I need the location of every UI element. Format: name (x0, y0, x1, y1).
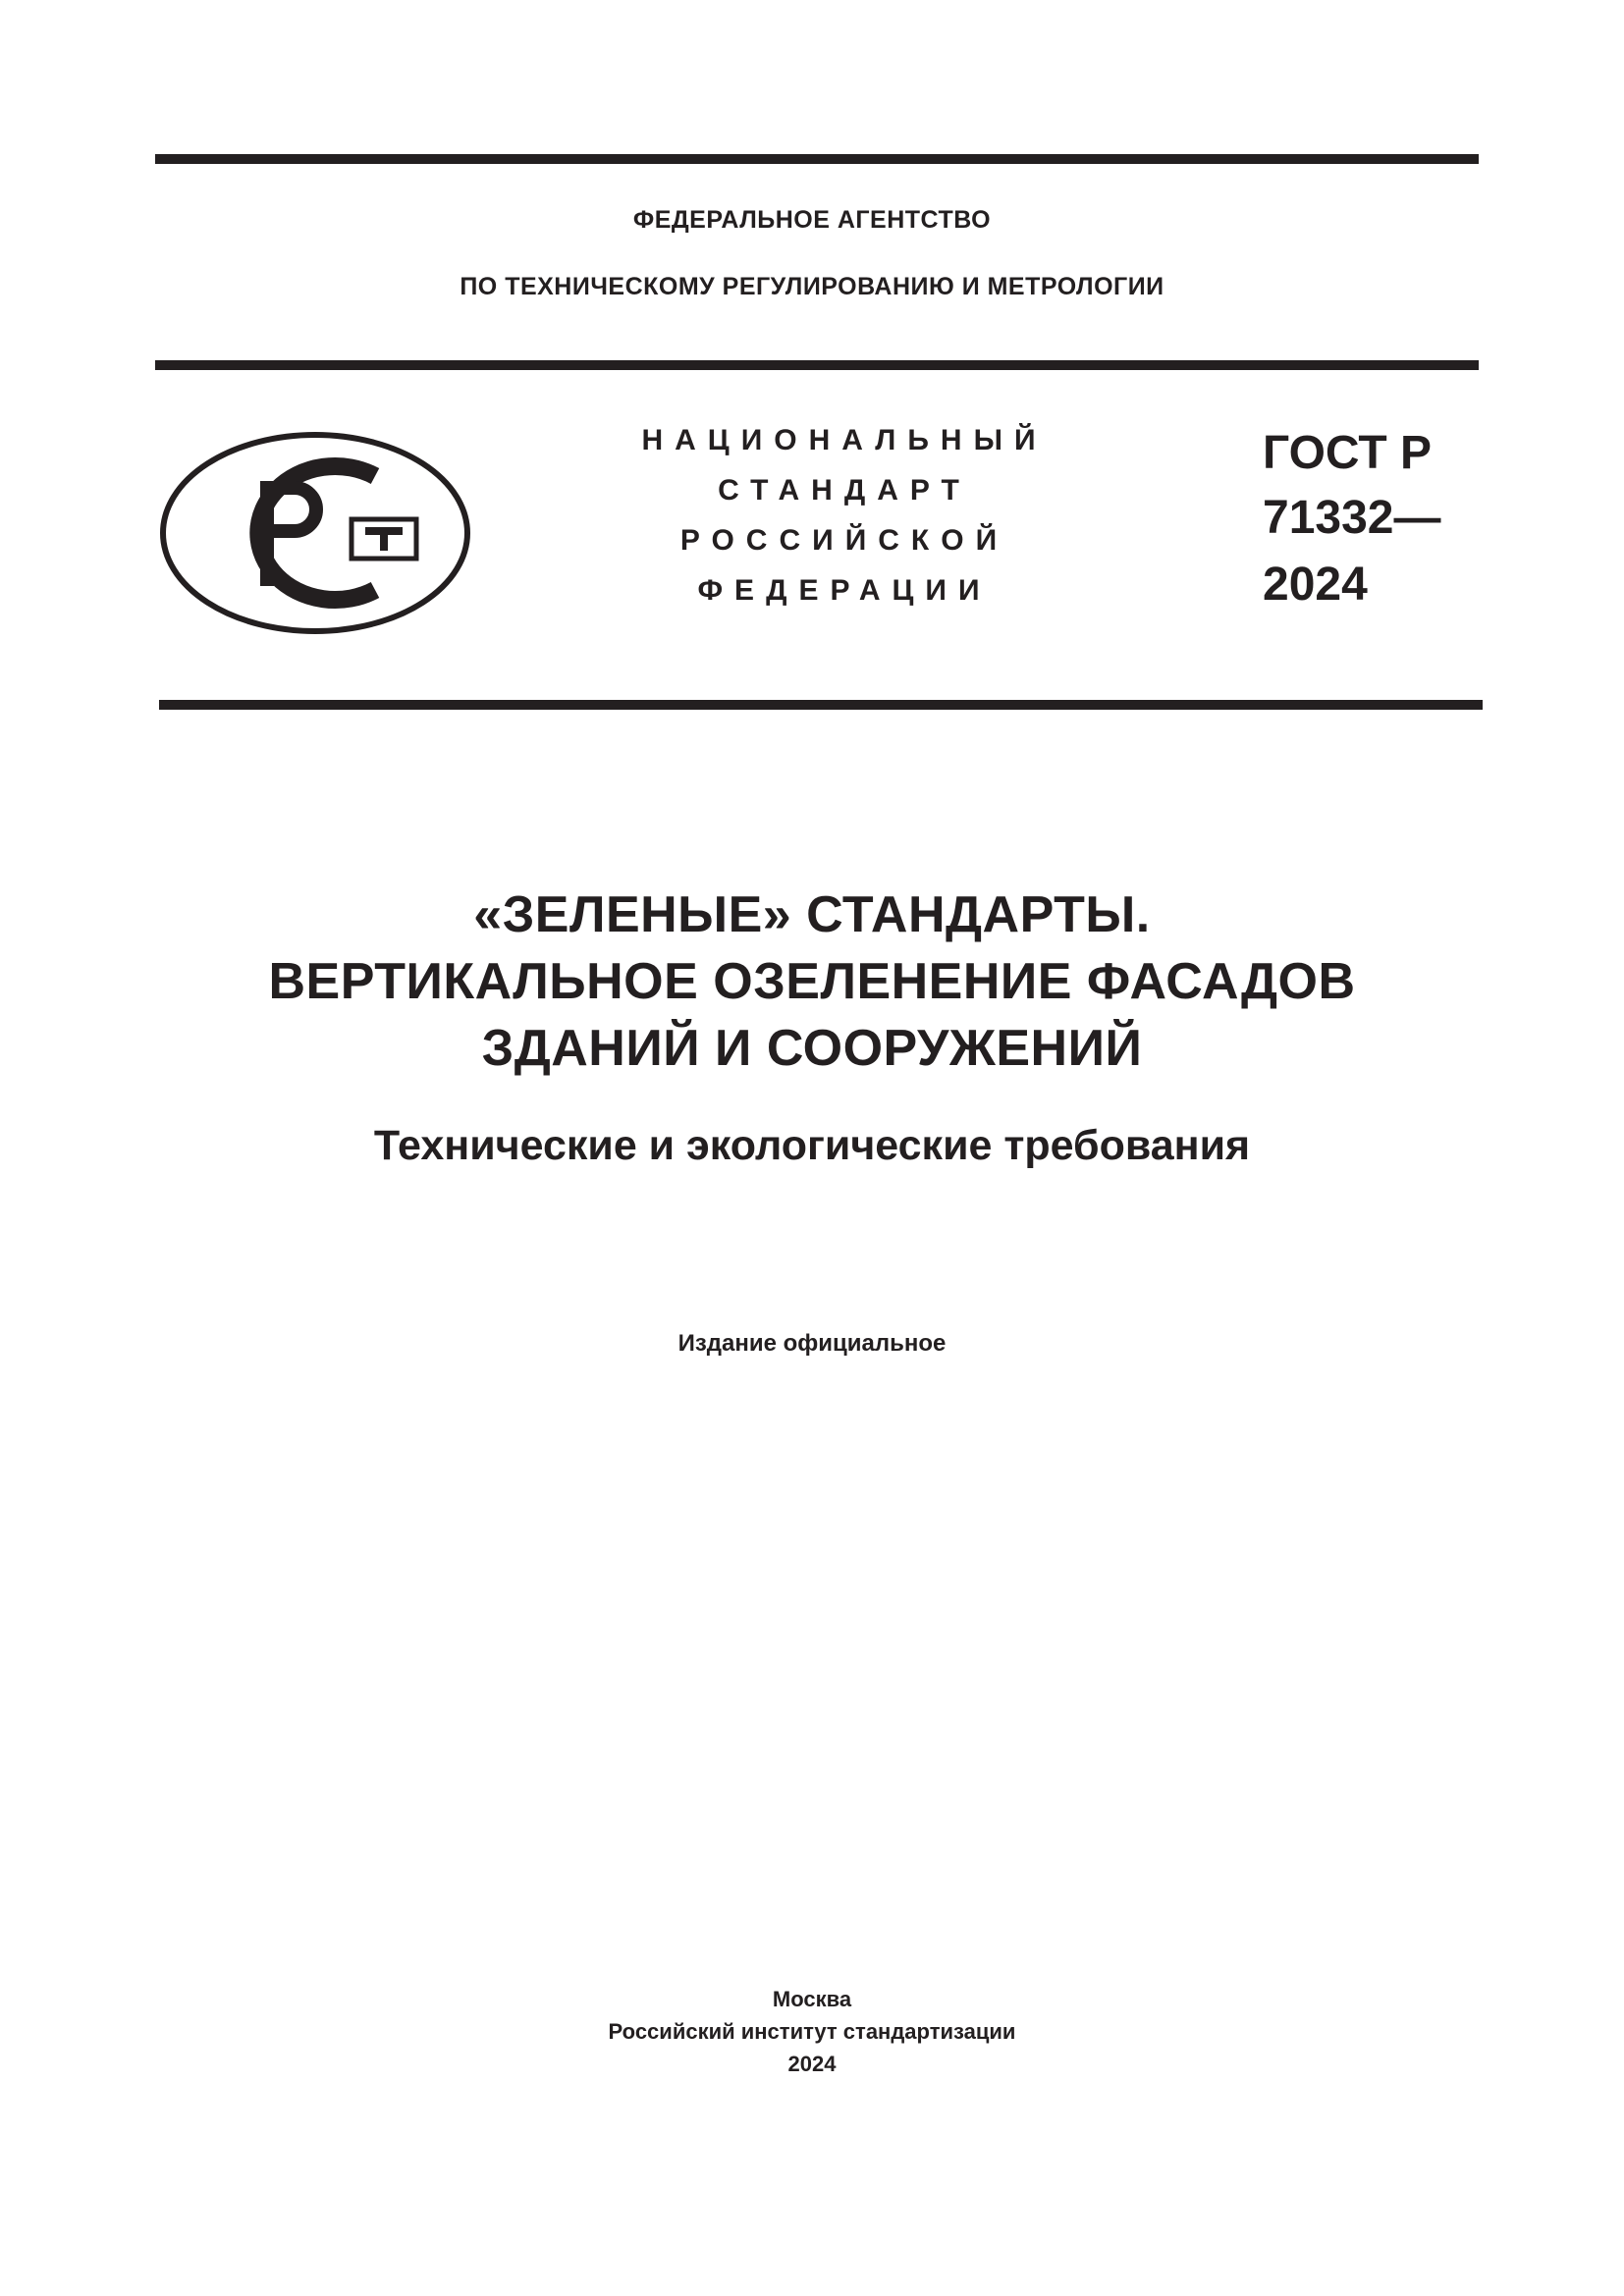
standard-designation-line-3: 2024 (1263, 559, 1368, 611)
standard-type-line-2: СТАНДАРТ (718, 474, 971, 507)
document-title-line-2: ВЕРТИКАЛЬНОЕ ОЗЕЛЕНЕНИЕ ФАСАДОВ (268, 953, 1356, 1010)
middle-divider (155, 360, 1479, 370)
standard-designation-line-1: ГОСТ Р (1263, 427, 1433, 479)
top-divider (155, 154, 1479, 164)
imprint-city: Москва (772, 1987, 852, 2011)
document-title-line-3: ЗДАНИЙ И СООРУЖЕНИЙ (481, 1020, 1143, 1077)
agency-name-line-2: ПО ТЕХНИЧЕСКОМУ РЕГУЛИРОВАНИЮ И МЕТРОЛОГИИ (460, 273, 1164, 300)
standard-type-line-4: ФЕДЕРАЦИИ (697, 574, 992, 607)
agency-name-line-1: ФЕДЕРАЛЬНОЕ АГЕНТСТВО (632, 206, 992, 234)
document-subtitle: Технические и экологические требования (373, 1122, 1251, 1169)
imprint-publisher: Российский институт стандартизации (608, 2019, 1016, 2044)
standard-designation-line-2: 71332— (1263, 492, 1441, 544)
bottom-divider (159, 700, 1483, 710)
standard-type-line-1: НАЦИОНАЛЬНЫЙ (641, 424, 1048, 456)
document-title-line-1: «ЗЕЛЕНЫЕ» СТАНДАРТЫ. (473, 886, 1151, 943)
gost-r-emblem-icon (157, 429, 473, 637)
edition-note: Издание официальное (677, 1330, 947, 1357)
imprint-year: 2024 (787, 2052, 837, 2076)
standard-type-line-3: РОССИЙСКОЙ (679, 524, 1009, 557)
